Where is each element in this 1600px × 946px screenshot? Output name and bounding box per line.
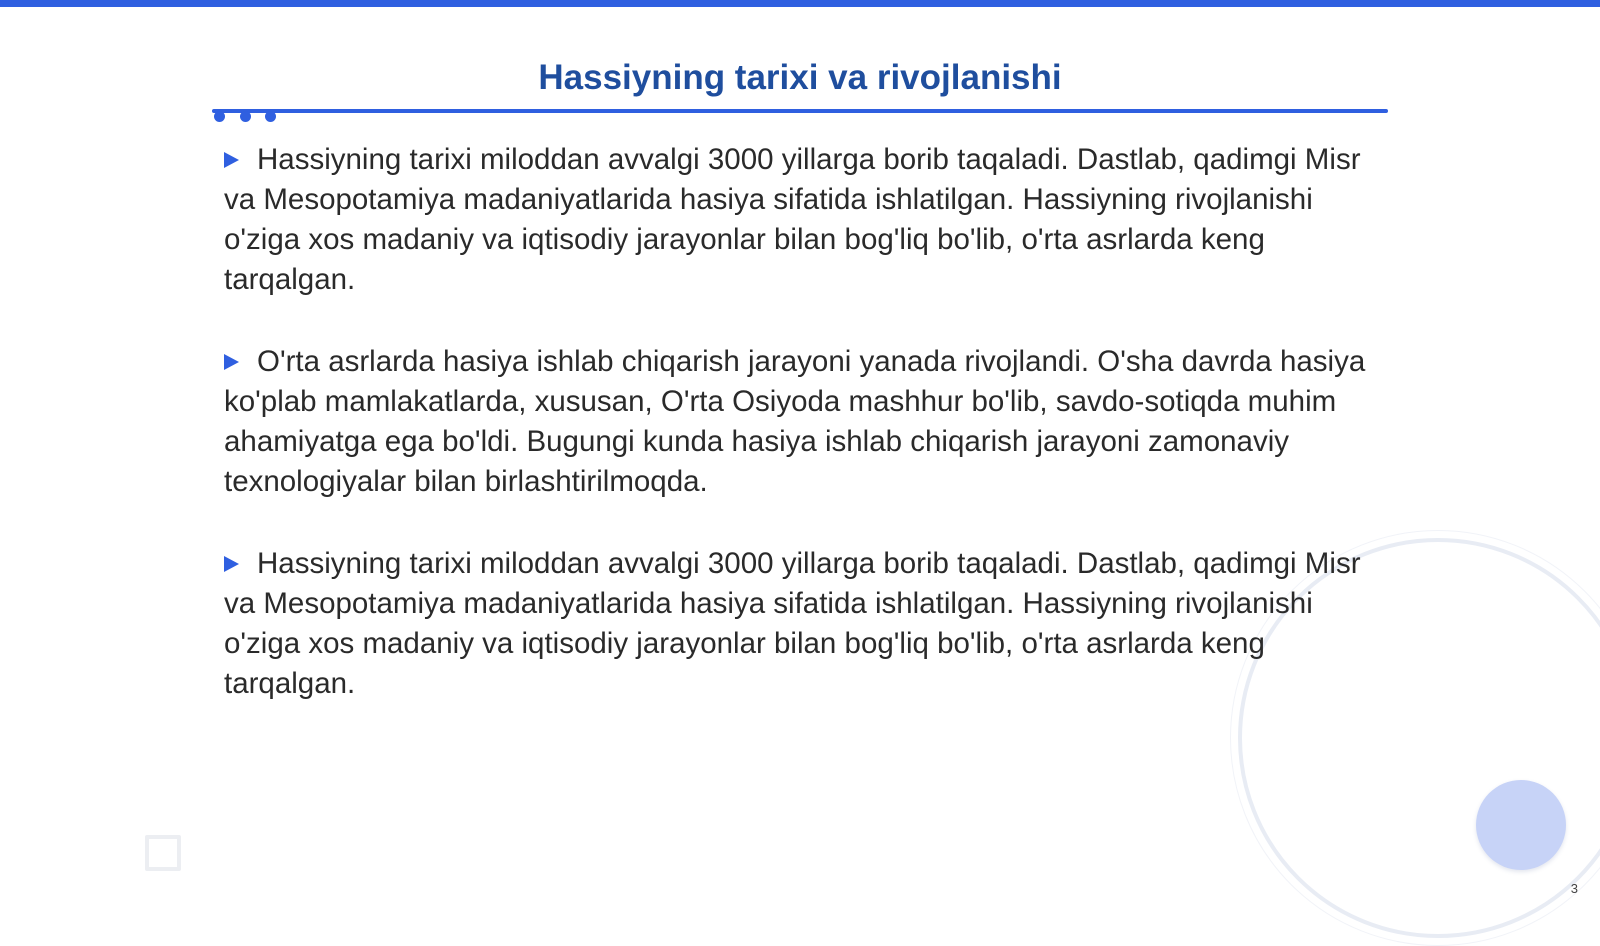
underline-dot <box>240 111 251 122</box>
bullet-paragraph <box>224 140 1384 300</box>
paragraph-text: Hassiyning tarixi miloddan avvalgi 3000 yillarga borib taqaladi. Dastlab, qadimgi Misr va Mesopotamiya madaniyatlarida hasiya sifatida ishlatilgan. Hassiyning rivojlanishi o'ziga xos madaniy va iqtisodiy jarayonlar bilan bog'liq bo'lib, o'rta asrlarda keng tarqalgan. <box>224 143 1361 296</box>
paragraph-text: Hassiyning tarixi miloddan avvalgi 3000 yillarga borib taqaladi. Dastlab, qadimgi Misr va Mesopotamiya madaniyatlarida hasiya sifatida ishlatilgan. Hassiyning rivojlanishi o'ziga xos madaniy va iqtisodiy jarayonlar bilan bog'liq bo'lib, o'rta asrlarda keng tarqalgan. <box>224 547 1361 700</box>
paragraph-text: O'rta asrlarda hasiya ishlab chiqarish jarayoni yanada rivojlandi. O'sha davrda hasiya ko'plab mamlakatlarda, xususan, O'rta Osiyoda mashhur bo'lib, savdo-sotiqda muhim ahamiyatga ega bo'ldi. Bugungi kunda hasiya ishlab chiqarish jarayoni zamonaviy texnologiyalar bilan birlashtirilmoqda. <box>224 345 1366 498</box>
triangle-right-icon <box>224 354 239 370</box>
underline-dot <box>214 111 225 122</box>
slide-body <box>224 140 1384 746</box>
bullet-paragraph <box>224 544 1384 704</box>
page-number: 3 <box>1570 881 1578 896</box>
title-underline <box>212 109 1388 113</box>
underline-dot <box>265 111 276 122</box>
decorative-circle <box>1476 780 1566 870</box>
triangle-right-icon <box>224 152 239 168</box>
slide-title: Hassiyning tarixi va rivojlanishi <box>538 58 1062 97</box>
decorative-square <box>145 835 181 871</box>
bullet-paragraph <box>224 342 1384 502</box>
triangle-right-icon <box>224 556 239 572</box>
top-accent-bar <box>0 0 1600 7</box>
